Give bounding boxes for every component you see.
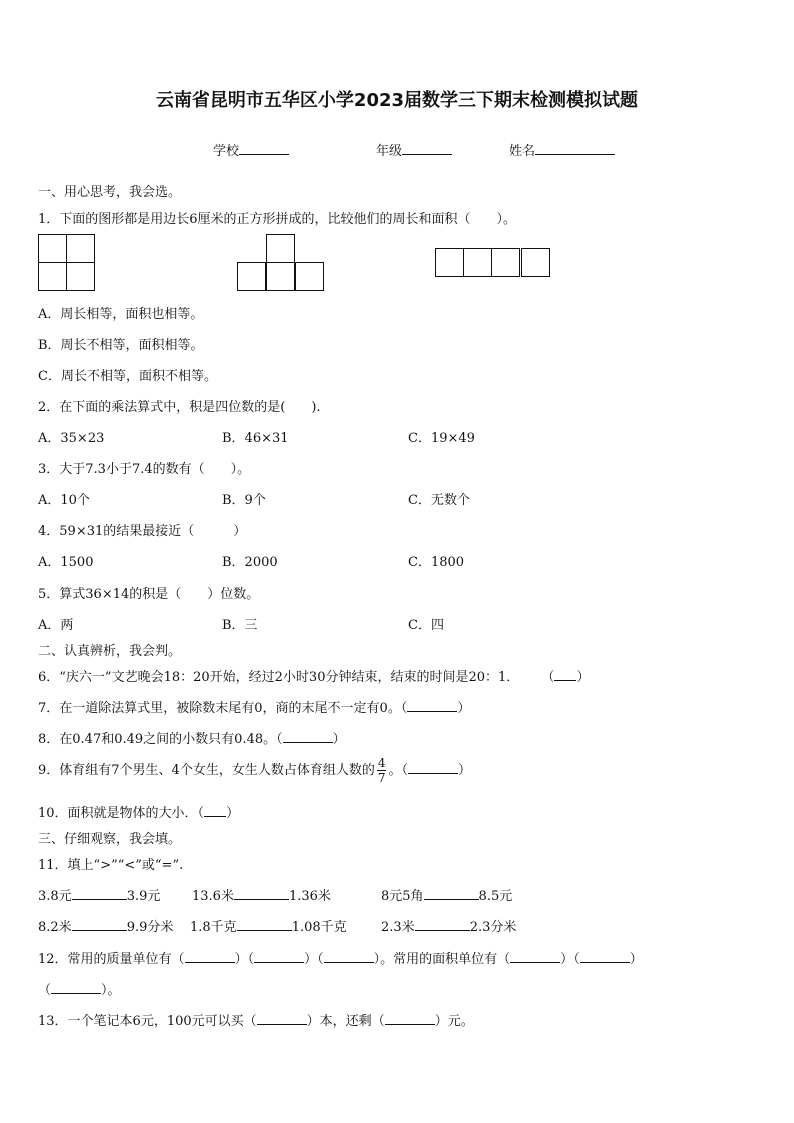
question-9 [38, 756, 471, 785]
answer-paren-close: ） [576, 670, 590, 685]
question-10 [38, 802, 239, 821]
answer-paren-close: ） [373, 952, 381, 967]
question-12-line-1 [38, 948, 643, 967]
compare-item [38, 916, 173, 935]
question-6-text: 6．“庆六一”文艺晚会18：20开始，经过2小时30分钟结束，结束的时间是20：1． [38, 670, 520, 685]
answer-paren-open: （ [371, 1014, 385, 1029]
figure-cell [266, 262, 295, 291]
question-1-option-a[interactable]: A．周长相等，面积也相等。 [38, 307, 204, 322]
compare-left: 3.8元 [38, 889, 72, 904]
question-8 [38, 728, 346, 747]
school-blank[interactable] [239, 142, 289, 155]
question-12-text: 12．常用的质量单位有 [38, 952, 172, 967]
question-2-option-a[interactable]: A．35×23 [38, 431, 105, 446]
figure-cell [237, 262, 266, 291]
area-unit-blank-2[interactable] [580, 950, 630, 963]
question-9-text: 9．体育组有7个男生、4个女生，女生人数占体育组人数的 [38, 763, 375, 778]
answer-paren-close: ） [629, 952, 643, 967]
compare-right: 8.5元 [478, 889, 513, 904]
question-2-text: 2．在下面的乘法算式中，积是四位数的是( ). [38, 400, 321, 415]
figure-cell [491, 248, 520, 277]
question-3-option-c[interactable]: C．无数个 [408, 493, 470, 508]
mass-unit-blank-2[interactable] [254, 950, 304, 963]
question-5-option-a[interactable]: A．两 [38, 618, 74, 633]
fraction-denominator: 7 [377, 771, 386, 785]
question-12-mid-text: 。常用的面积单位有 [380, 952, 498, 967]
answer-paren-close: ） [306, 1014, 320, 1029]
compare-left: 8.2米 [38, 920, 72, 935]
answer-paren-open: （ [317, 952, 324, 967]
notebook-count-blank[interactable] [257, 1012, 307, 1025]
compare-left: 2.3米 [381, 920, 415, 935]
compare-blank[interactable] [72, 918, 127, 931]
compare-left: 8元5角 [381, 889, 424, 904]
figure-cell [266, 234, 295, 263]
fraction-numerator: 4 [377, 756, 386, 770]
question-1-option-c[interactable]: C．周长不相等，面积不相等。 [38, 369, 217, 384]
figure-cell [521, 248, 550, 277]
question-2-option-c[interactable]: C．19×49 [408, 431, 475, 446]
compare-item [38, 885, 160, 904]
mass-unit-blank-1[interactable] [185, 950, 235, 963]
compare-blank[interactable] [72, 887, 127, 900]
question-4-option-c[interactable]: C．1800 [408, 555, 465, 570]
answer-paren-close: ） [304, 952, 318, 967]
answer-paren-open: （ [171, 952, 185, 967]
answer-paren-open: （ [276, 732, 283, 747]
name-field[interactable] [509, 140, 615, 159]
answer-paren-open: （ [400, 701, 408, 716]
answer-paren-open: （ [197, 806, 205, 821]
question-8-text: 8．在0.47和0.49之间的小数只有0.48。 [38, 732, 277, 747]
page-title: 云南省昆明市五华区小学2023届数学三下期末检测模拟试题 [155, 90, 639, 111]
compare-item [192, 885, 331, 904]
figure-cell [38, 262, 67, 291]
question-7-text: 7．在一道除法算式里，被除数末尾有0，商的末尾不一定有0。 [38, 701, 401, 716]
answer-paren-close: ） [332, 732, 346, 747]
section-heading-judge: 二、认真辨析，我会判。 [38, 644, 182, 659]
grade-blank[interactable] [402, 142, 452, 155]
compare-blank[interactable] [234, 887, 289, 900]
fraction-four-sevenths [377, 756, 387, 785]
answer-paren-close: ） [560, 952, 574, 967]
answer-paren-close: ） [234, 952, 248, 967]
compare-right: 9.9分米 [126, 920, 174, 935]
answer-paren-open: （ [38, 983, 52, 998]
answer-paren-open: （ [401, 763, 408, 778]
question-7 [38, 697, 470, 716]
compare-item [381, 885, 512, 904]
grade-field[interactable] [376, 140, 452, 159]
compare-left: 13.6米 [192, 889, 234, 904]
answer-paren-open: （ [541, 670, 555, 685]
question-13-end-text: 元。 [447, 1014, 474, 1029]
question-4-text: 4．59×31的结果最接近（ ） [38, 524, 247, 539]
question-3-text: 3．大于7.3小于7.4的数有（ ）。 [38, 462, 251, 477]
figure-cell [66, 234, 95, 263]
answer-paren-close: ） [458, 763, 472, 778]
question-6 [38, 666, 589, 685]
mass-unit-blank-3[interactable] [324, 950, 374, 963]
question-10-text: 10．面积就是物体的大小． [38, 806, 198, 821]
answer-paren-open: （ [497, 952, 511, 967]
question-13-mid-text: 本，还剩 [319, 1014, 372, 1029]
question-8-answer-blank[interactable] [283, 730, 333, 743]
answer-paren-close: ） [226, 806, 240, 821]
compare-blank[interactable] [424, 887, 479, 900]
area-unit-blank-3[interactable] [51, 981, 101, 994]
answer-paren-open: （ [247, 952, 255, 967]
figure-cell [295, 262, 324, 291]
question-3-option-a[interactable]: A．10个 [38, 493, 90, 508]
school-field[interactable] [213, 140, 289, 159]
name-label: 姓名 [509, 144, 536, 159]
question-4-option-a[interactable]: A．1500 [38, 555, 94, 570]
school-label: 学校 [213, 144, 240, 159]
question-9-period: 。 [388, 763, 402, 778]
answer-paren-close: ） [434, 1014, 448, 1029]
compare-right: 2.3分米 [469, 920, 517, 935]
answer-paren-close: ） [457, 701, 471, 716]
compare-right: 1.08千克 [291, 920, 347, 935]
compare-item [190, 916, 347, 935]
answer-paren-close: ） [101, 983, 108, 998]
compare-blank[interactable] [237, 918, 292, 931]
question-12-end: 。 [107, 983, 121, 998]
compare-left: 1.8千克 [190, 920, 237, 935]
question-5-option-c[interactable]: C．四 [408, 618, 444, 633]
section-heading-choice: 一、用心思考，我会选。 [38, 185, 182, 200]
remaining-money-blank[interactable] [385, 1012, 435, 1025]
question-7-answer-blank[interactable] [407, 699, 457, 712]
area-unit-blank-1[interactable] [510, 950, 560, 963]
question-1-text: 1．下面的图形都是用边长6厘米的正方形拼成的，比较他们的周长和面积（ ）。 [38, 212, 517, 227]
figure-cell [435, 248, 464, 277]
question-13 [38, 1010, 474, 1029]
compare-right: 3.9元 [126, 889, 161, 904]
question-5-text: 5．算式36×14的积是（ ）位数。 [38, 587, 260, 602]
question-12-line-2 [38, 979, 121, 998]
question-9-answer-blank[interactable] [408, 761, 458, 774]
question-10-answer-blank[interactable] [204, 804, 226, 817]
figure-cell [463, 248, 492, 277]
question-6-answer-blank[interactable] [554, 668, 576, 681]
answer-paren-open: （ [243, 1014, 257, 1029]
compare-blank[interactable] [415, 918, 470, 931]
question-1-option-b[interactable]: B．周长不相等，面积相等。 [38, 338, 204, 353]
question-11-text: 11．填上“>”“<”或“=”. [38, 858, 184, 873]
name-blank[interactable] [535, 142, 615, 155]
question-2-option-b[interactable]: B．46×31 [222, 431, 289, 446]
figure-cell [38, 234, 67, 263]
figure-cell [66, 262, 95, 291]
question-4-option-b[interactable]: B．2000 [222, 555, 278, 570]
compare-right: 1.36米 [288, 889, 331, 904]
question-13-text: 13．一个笔记本6元，100元可以买 [38, 1014, 244, 1029]
question-5-option-b[interactable]: B．三 [222, 618, 258, 633]
answer-paren-open: （ [573, 952, 580, 967]
grade-label: 年级 [376, 144, 403, 159]
compare-item [381, 916, 516, 935]
section-heading-fill: 三、仔细观察，我会填。 [38, 832, 182, 847]
question-3-option-b[interactable]: B．9个 [222, 493, 266, 508]
